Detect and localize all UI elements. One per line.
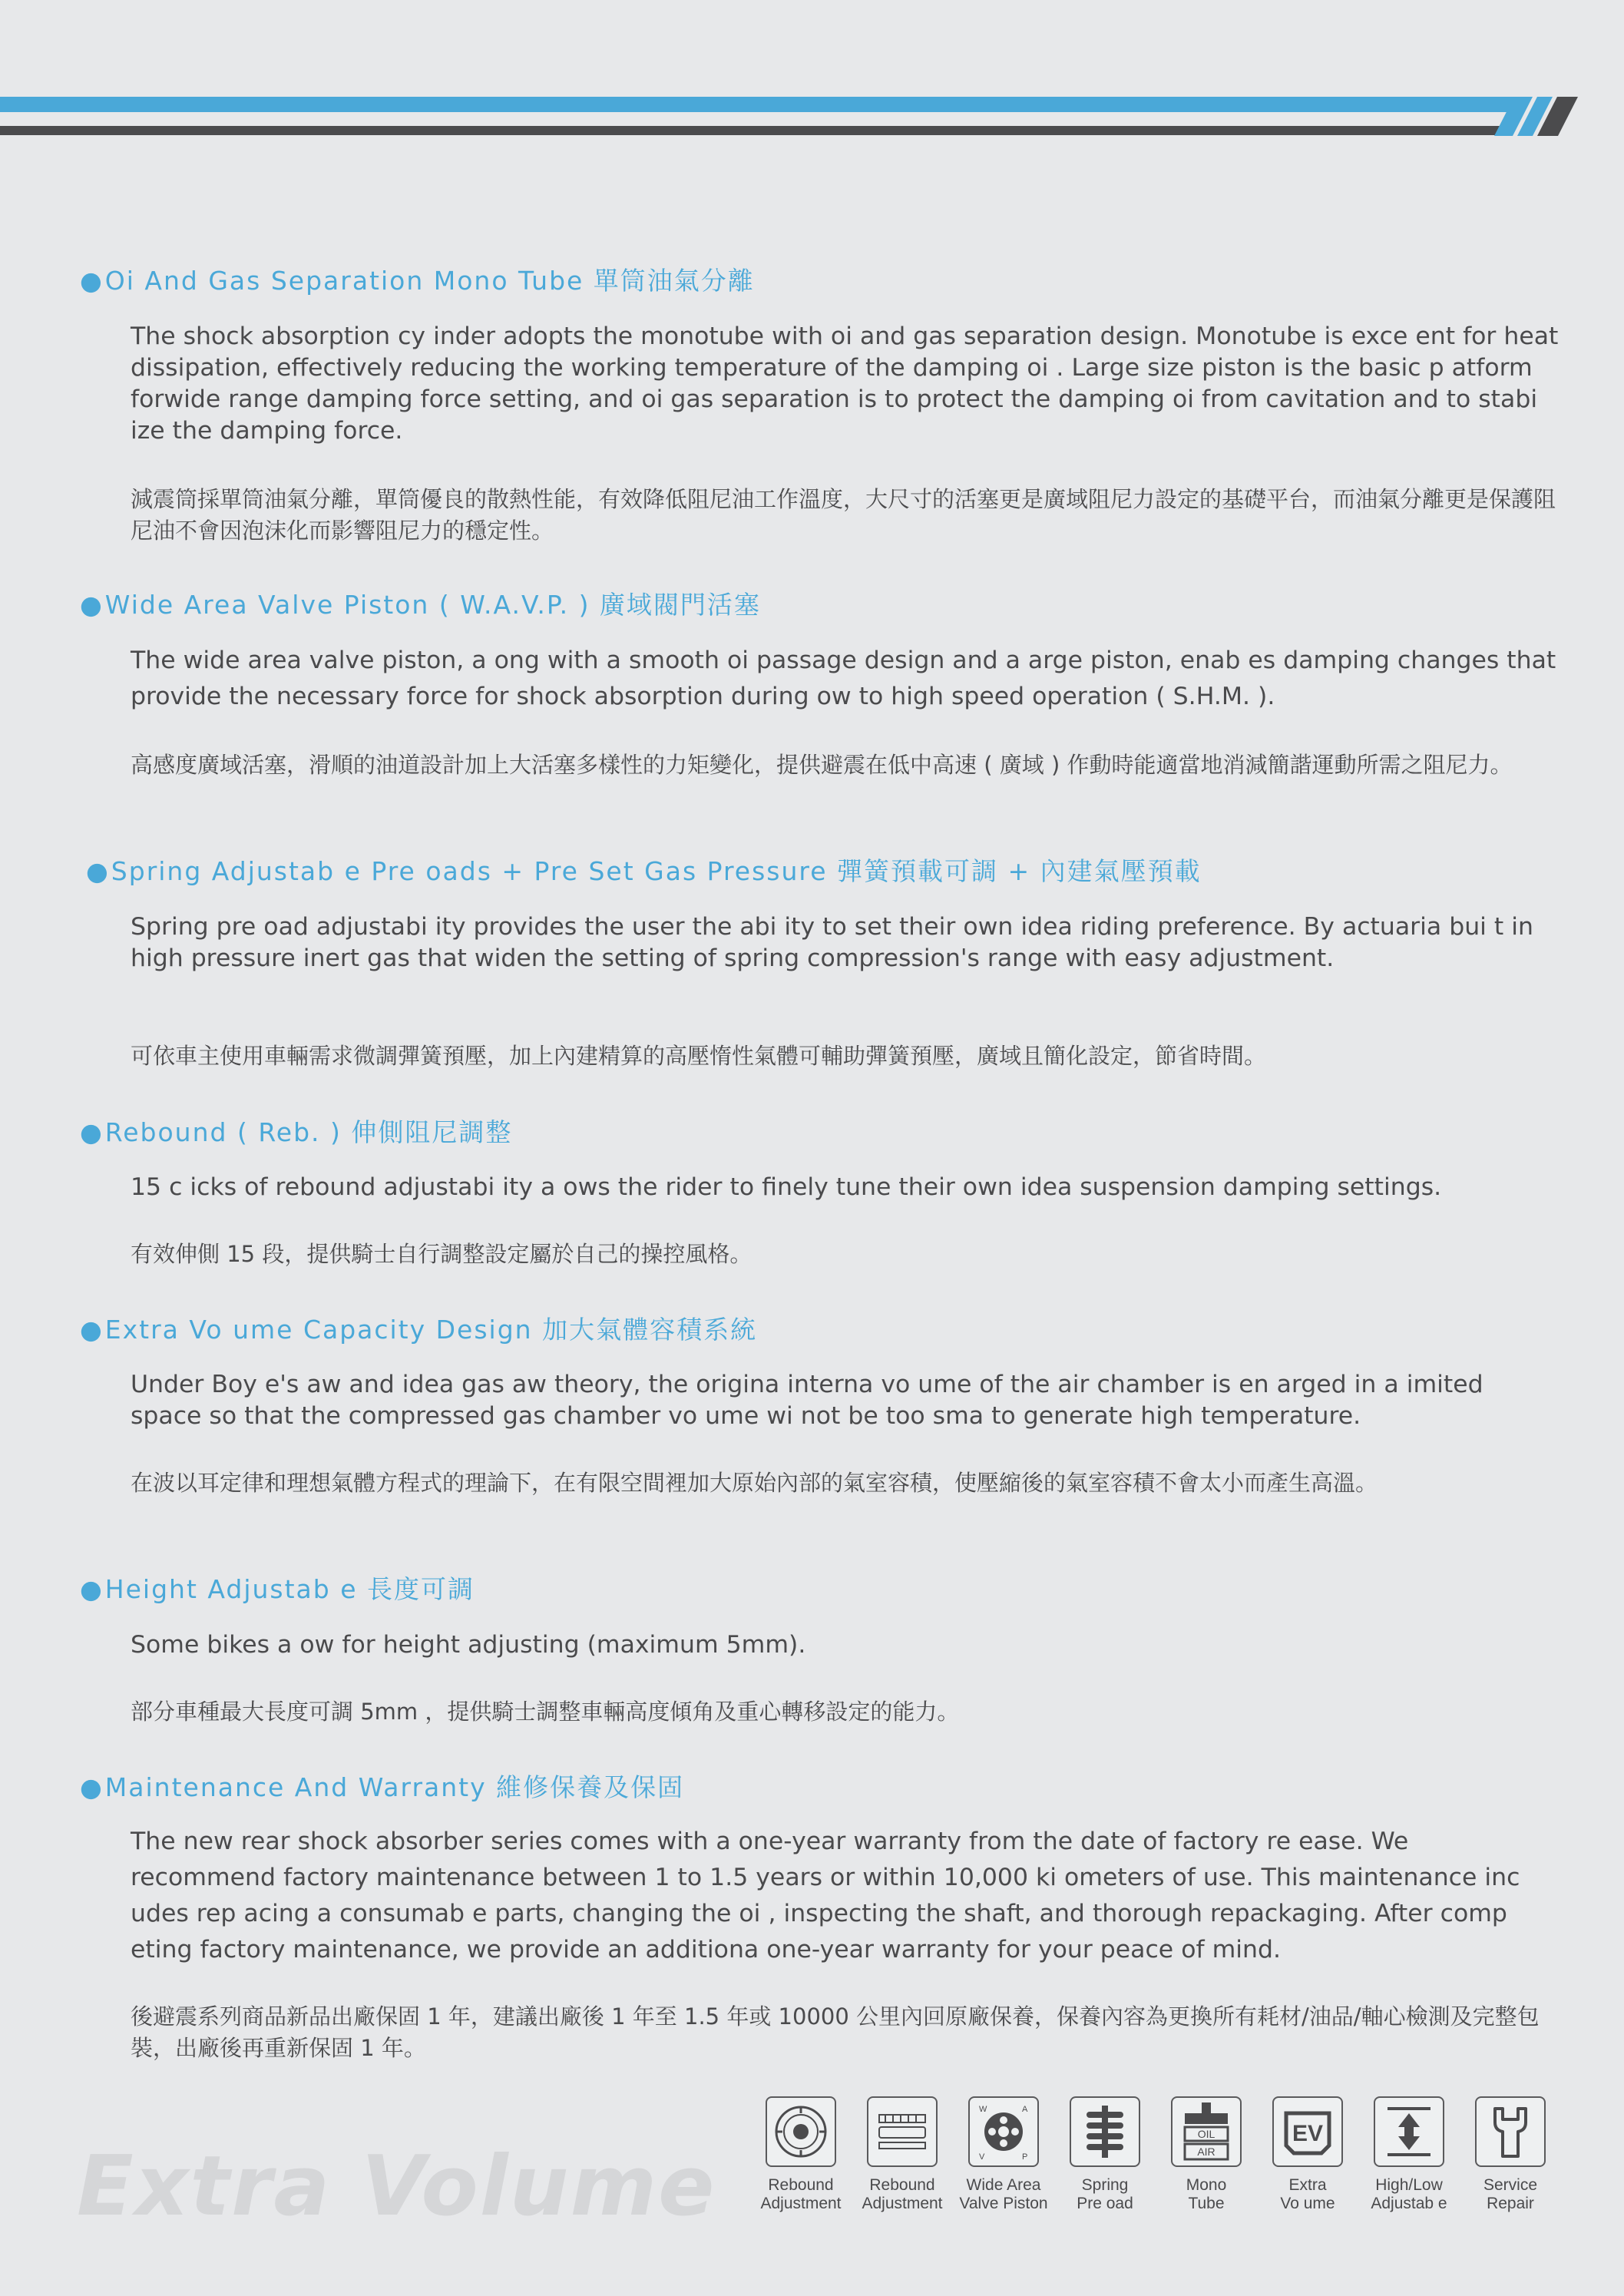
feature-rebound-slider (852, 2096, 953, 2213)
feature-height-adjust (1358, 2096, 1460, 2213)
feature-wavp (953, 2096, 1054, 2213)
section-title-text: Extra Vo ume Capacity Design 加大氣體容積系統 (104, 1315, 758, 1345)
icon-label-line1: Rebound (869, 2176, 935, 2194)
rebound-knob-icon (766, 2096, 836, 2167)
section-title (80, 266, 755, 296)
section-title (80, 1315, 757, 1345)
section-body-zh: 有效伸側 15 段，提供騎士自行調整設定屬於自己的操控風格。 (131, 1241, 752, 1267)
section-body-en: Spring pre oad adjustabi ity provides the user the abi ity to set their own idea riding preference. By actuaria bui t in high pressure inert gas that widen the setting of spring compression's range with easy adjustment. (131, 913, 1533, 972)
feature-extra-volume (1257, 2096, 1358, 2213)
section-title-text: Spring Adjustab e Pre oads + Pre Set Gas Pressure 彈簧預載可調 + 內建氣壓預載 (111, 856, 1202, 886)
bullet-icon: ● (80, 1315, 104, 1345)
header-stripes (0, 0, 1624, 154)
oil-label: OIL (1197, 2128, 1216, 2140)
section-title (80, 590, 761, 620)
icon-label-line2: Repair (1487, 2195, 1534, 2212)
extra-volume-watermark: Extra Volume (77, 2139, 716, 2235)
air-label: AIR (1197, 2145, 1216, 2158)
rebound-slider-icon (867, 2096, 938, 2167)
icon-label-line2: Valve Piston (959, 2195, 1048, 2212)
bullet-icon: ● (80, 266, 104, 296)
section-title-text: Wide Area Valve Piston ( W.A.V.P. ) 廣域閥門活塞 (104, 590, 761, 620)
icon-label-line1: Rebound (768, 2176, 834, 2194)
section-body-en: 15 c icks of rebound adjustabi ity a ows the rider to finely tune their own idea suspension damping settings. (131, 1173, 1442, 1201)
section-title-text: Maintenance And Warranty 維修保養及保固 (104, 1772, 685, 1802)
icon-label-line1: Spring (1081, 2176, 1129, 2194)
section-title (80, 1117, 512, 1148)
icon-label-line1: Extra (1288, 2176, 1327, 2194)
bullet-icon: ● (80, 590, 104, 620)
bullet-icon: ● (86, 856, 110, 886)
section-body-zh: 部分車種最大長度可調 5mm ，提供騎士調整車輛高度傾角及重心轉移設定的能力。 (131, 1699, 960, 1725)
bullet-icon: ● (80, 1772, 104, 1802)
feature-mono-tube (1156, 2096, 1257, 2213)
section-title (80, 1772, 684, 1803)
section-title-text: Oi And Gas Separation Mono Tube 單筒油氣分離 (104, 266, 755, 296)
spring-preload-icon (1070, 2096, 1140, 2167)
section-body-zh: 後避震系列商品新品出廠保固 1 年，建議出廠後 1 年至 1.5 年或 10000 公里內回原廠保養，保養內容為更換所有耗材/油品/軸心檢測及完整包裝，出廠後再重新保固 1 年。 (131, 2003, 1540, 2061)
icon-label-line1: High/Low (1375, 2176, 1443, 2194)
wavp-w-label: W (979, 2105, 987, 2114)
section-body-en: Some bikes a ow for height adjusting (maximum 5mm). (131, 1631, 806, 1659)
icon-label-line2: Adjustment (862, 2195, 943, 2212)
section-body-zh: 高感度廣域活塞，滑順的油道設計加上大活塞多樣性的力矩變化，提供避震在低中高速 ( 廣域 ) 作動時能適當地消減簡諧運動所需之阻尼力。 (131, 752, 1513, 778)
icon-label-line1: Wide Area (966, 2176, 1041, 2194)
height-adjust-icon (1374, 2096, 1444, 2167)
icon-label-line2: Adjustment (760, 2195, 842, 2212)
section-body-en: The shock absorption cy inder adopts the monotube with oi and gas separation design. Monotube is exce ent for heat dissipation, effectively reducing the working temperature of the damping oi . Large size piston is the basic p atform forwide range damping force setting, and oi gas separation is to protect the damping oi from cavitation and to stabi ize the damping force. (131, 323, 1559, 445)
feature-rebound-knob (750, 2096, 852, 2213)
feature-spring-preload (1054, 2096, 1156, 2213)
icon-label-line2: Vo ume (1280, 2195, 1335, 2212)
wavp-v-label: V (979, 2152, 985, 2162)
feature-service-repair (1460, 2096, 1561, 2213)
section-body-en: The new rear shock absorber series comes with a one-year warranty from the date of factory re ease. We recommend factory maintenance between 1 to 1.5 years or within 10,000 ki ometers of use. This maintenance inc udes rep acing a consumab e parts, changing the oi , inspecting the shaft, and thorough repackaging. After comp eting factory maintenance, we provide an additiona one-year warranty for your peace of mind. (131, 1828, 1520, 1964)
section-title (86, 856, 1202, 887)
icon-label-line1: Service (1483, 2176, 1538, 2194)
icon-label-line2: Adjustab e (1371, 2195, 1447, 2212)
ev-label: EV (1292, 2121, 1324, 2146)
wavp-a-label: A (1022, 2105, 1028, 2114)
section-title-text: Rebound ( Reb. ) 伸側阻尼調整 (104, 1117, 513, 1147)
section-title (80, 1574, 475, 1605)
icon-label-line2: Pre oad (1077, 2195, 1133, 2212)
section-body-zh: 減震筒採單筒油氣分離，單筒優良的散熱性能，有效降低阻尼油工作溫度，大尺寸的活塞更是廣域阻尼力設定的基礎平台，而油氣分離更是保護阻尼油不會因泡沫化而影響阻尼力的穩定性。 (131, 486, 1556, 544)
section-body-zh: 在波以耳定律和理想氣體方程式的理論下，在有限空間裡加大原始內部的氣室容積，使壓縮後的氣室容積不會太小而產生高溫。 (131, 1470, 1378, 1496)
bullet-icon: ● (80, 1117, 104, 1147)
section-body-zh: 可依車主使用車輛需求微調彈簧預壓，加上內建精算的高壓惰性氣體可輔助彈簧預壓，廣域且簡化設定，節省時間。 (131, 1043, 1267, 1069)
section-title-text: Height Adjustab e 長度可調 (104, 1574, 475, 1604)
icon-label-line1: Mono (1186, 2176, 1227, 2194)
section-body-en: The wide area valve piston, a ong with a smooth oi passage design and a arge piston, enab es damping changes that provide the necessary force for shock absorption during ow to high speed operation ( S.H.M. ). (131, 647, 1556, 710)
wavp-piston-icon (968, 2096, 1039, 2167)
mono-tube-icon (1171, 2096, 1242, 2167)
header-gray-stripe (0, 126, 1508, 135)
extra-volume-icon (1272, 2096, 1343, 2167)
section-body-en: Under Boy e's aw and idea gas aw theory, the origina interna vo ume of the air chamber is en arged in a imited space so that the compressed gas chamber vo ume wi not be too sma to generate high temperature. (131, 1371, 1483, 1430)
wavp-p-label: P (1022, 2152, 1028, 2162)
header-blue-stripe (0, 97, 1522, 112)
service-wrench-icon (1475, 2096, 1546, 2167)
bullet-icon: ● (80, 1574, 104, 1604)
icon-label-line2: Tube (1188, 2195, 1225, 2212)
